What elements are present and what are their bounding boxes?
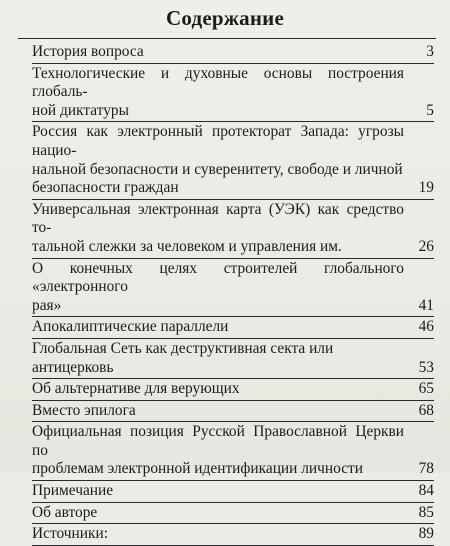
toc-entry-line: антицерковь [32, 358, 114, 376]
toc-page-number: 65 [418, 380, 434, 398]
toc-entry-line: нальной безопасности и суверенитету, свободе и личной [32, 160, 403, 178]
toc-entry-line: Апокалиптические параллели [32, 318, 229, 336]
toc-entry-line: безопасности граждан [32, 179, 179, 197]
toc-entry-line: Универсальная электронная карта (УЭК) как средство то- [32, 200, 404, 237]
toc-entry-line: О конечных целях строителей глобального «электронного [32, 259, 404, 296]
toc-entry-line: Официальная позиция Русской Православной Церкви по [32, 423, 404, 459]
toc-entry [32, 422, 434, 481]
toc-entry-line: Технологические и духовные основы построения глобаль- [32, 64, 404, 101]
toc-entry-line: Об авторе [32, 503, 98, 521]
toc-entry-line: История вопроса [32, 43, 144, 60]
toc-entry [32, 64, 434, 123]
toc-entry-line: Источники: [32, 525, 108, 543]
toc-page-number: 85 [418, 503, 434, 521]
page-title: Содержание [166, 6, 284, 30]
toc-page-number: 26 [418, 237, 434, 255]
toc-page-number: 89 [418, 525, 434, 543]
toc-entry-line: Глобальная Сеть как деструктивная секта или [32, 339, 334, 357]
toc-page-number: 53 [418, 358, 434, 376]
toc-entry [32, 200, 434, 259]
toc-entry [32, 42, 434, 64]
toc-entry [32, 317, 434, 339]
toc-entry [32, 401, 434, 423]
toc-page-number: 19 [418, 179, 434, 197]
toc-entry [32, 503, 434, 525]
toc-entry [32, 524, 434, 546]
toc-entry-line: Об альтернативе для верующих [32, 380, 240, 398]
toc-page-number: 78 [418, 460, 434, 478]
toc-entry-line: ной диктатуры [32, 101, 129, 119]
toc-entry [32, 379, 434, 401]
toc-entry [32, 481, 434, 503]
toc-page-number: 3 [426, 43, 434, 60]
toc-page-number: 68 [418, 401, 434, 419]
toc-entry [32, 259, 434, 318]
toc-page-number: 5 [426, 101, 434, 119]
toc-entry-line: Примечание [32, 482, 114, 500]
toc-page-number: 46 [418, 318, 434, 336]
toc-page-number: 84 [418, 482, 434, 500]
toc-entry-line: тальной слежки за человеком и управления им. [32, 237, 342, 255]
top-rule [18, 38, 436, 39]
toc-entry-line: Россия как электронный протекторат Запада: угрозы нацио- [32, 123, 404, 159]
toc-page-number: 41 [418, 296, 434, 314]
toc-entry-line: проблемам электронной идентификации личности [32, 460, 364, 478]
toc-entry [32, 339, 434, 379]
toc-entry-line: рая» [32, 296, 62, 314]
table-of-contents [32, 42, 434, 546]
toc-entry-line: Вместо эпилога [32, 401, 136, 419]
toc-entry [32, 122, 434, 199]
